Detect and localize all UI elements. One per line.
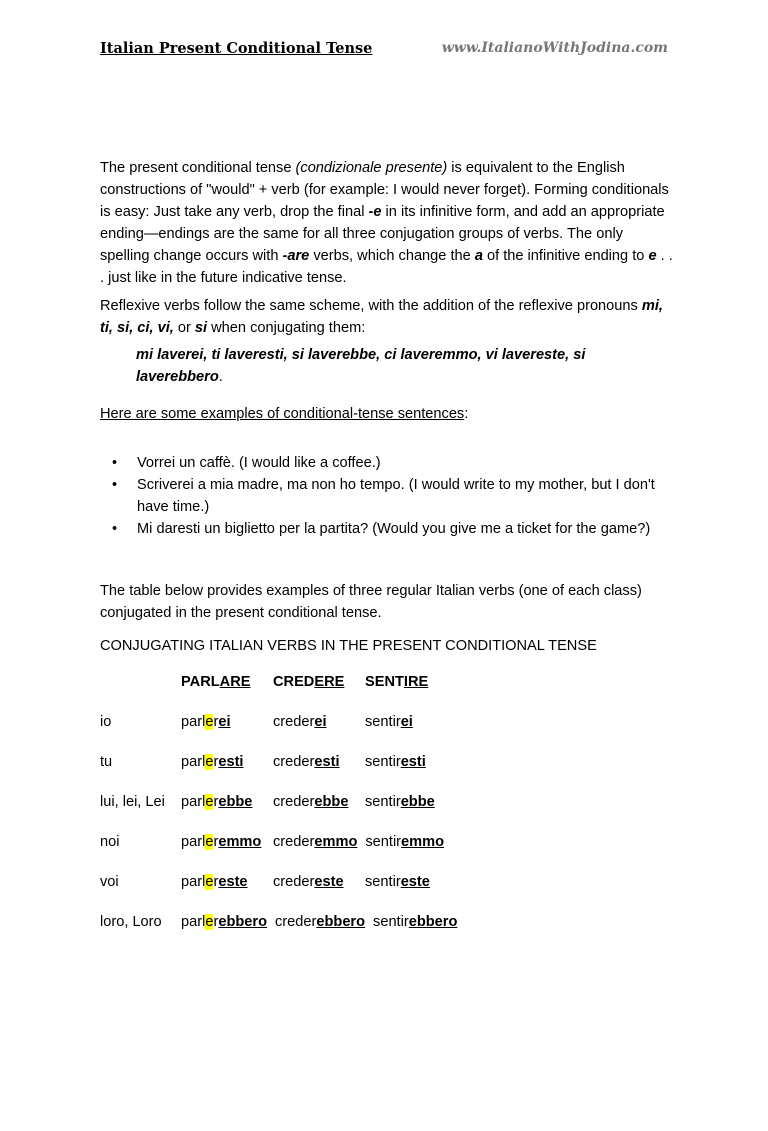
verb-ending: esti <box>218 754 244 770</box>
verb-stem: creder <box>275 914 317 930</box>
text: of the infinitive ending to <box>482 248 649 264</box>
verb-stem: creder <box>273 794 315 810</box>
column-header <box>273 671 365 693</box>
website-url: www.ItalianoWithJodina.com <box>441 40 668 56</box>
reflexive-paragraph <box>100 295 675 339</box>
pronoun-cell: io <box>100 714 112 730</box>
document-body <box>100 157 675 1131</box>
verb-ending: ei <box>400 714 413 730</box>
highlighted-vowel: e <box>205 754 214 770</box>
column-header <box>181 671 273 693</box>
verb-ending: este <box>218 874 248 890</box>
verb-stem: creder <box>273 754 315 770</box>
highlighted-vowel: e <box>205 874 214 890</box>
conjugation-cell <box>181 831 273 853</box>
verb-ending: este <box>314 874 344 890</box>
verb-ending: ei <box>218 714 231 730</box>
conjugation-cell <box>365 831 457 853</box>
verb-stem: r <box>213 914 219 930</box>
verb-ending: ebbe <box>314 794 349 810</box>
verb-stem: creder <box>273 874 315 890</box>
text: -e <box>368 204 382 220</box>
text: when conjugating them: <box>207 320 366 336</box>
verb-stem: parl <box>181 874 206 890</box>
table-row <box>100 911 675 933</box>
page-header <box>100 40 668 64</box>
conjugation-cell <box>373 911 465 933</box>
verb-stem: parl <box>181 794 206 810</box>
table-intro: The table below provides examples of three regular Italian verbs (one of each class) conjugated in the present conditional tense. <box>100 583 642 621</box>
verb-stem: r <box>213 714 219 730</box>
header-stem: PARL <box>181 674 220 690</box>
table-row <box>100 791 675 813</box>
pronoun-cell: lui, lei, Lei <box>100 794 165 810</box>
verb-ending: ebbe <box>400 794 435 810</box>
verb-stem: sentir <box>365 834 402 850</box>
highlighted-vowel: e <box>205 914 214 930</box>
verb-ending: ebbero <box>316 914 366 930</box>
conjugation-cell <box>365 791 457 813</box>
highlighted-vowel: e <box>205 834 214 850</box>
conjugation-cell <box>365 711 457 733</box>
table-row <box>100 751 675 773</box>
verb-ending: esti <box>400 754 426 770</box>
conjugation-cell <box>273 751 365 773</box>
text: si <box>194 320 208 336</box>
verb-stem: creder <box>273 834 315 850</box>
highlighted-vowel: e <box>205 714 214 730</box>
document-title: Italian Present Conditional Tense <box>100 40 373 57</box>
conjugation-cell <box>181 751 273 773</box>
verb-stem: sentir <box>365 794 401 810</box>
conjugation-cell <box>365 871 457 893</box>
text: -are <box>282 248 310 264</box>
verb-stem: creder <box>273 714 315 730</box>
pronoun-cell: loro, Loro <box>100 914 162 930</box>
verb-ending: emmo <box>314 834 358 850</box>
verb-stem: r <box>213 834 219 850</box>
verb-stem: sentir <box>365 714 401 730</box>
header-ending: IRE <box>403 674 429 690</box>
conjugation-cell <box>181 871 273 893</box>
verb-stem: parl <box>181 754 206 770</box>
conjugation-cell <box>181 791 273 813</box>
conjugation-cell <box>273 831 365 853</box>
text: mi laverei, ti laveresti, si laverebbe, ci laveremmo, vi lavereste, si laverebbero <box>136 347 586 385</box>
text: or <box>173 320 195 336</box>
verb-stem: sentir <box>365 754 401 770</box>
verb-stem: r <box>213 874 219 890</box>
text: e <box>648 248 657 264</box>
pronoun-cell: noi <box>100 834 120 850</box>
conjugation-cell <box>273 871 365 893</box>
examples-heading: Here are some examples of conditional-tense sentences: <box>100 406 469 422</box>
conjugation-table <box>100 671 675 933</box>
header-ending: ARE <box>219 674 251 690</box>
conjugation-cell <box>181 711 273 733</box>
table-row <box>100 831 675 853</box>
table-row <box>100 711 675 733</box>
list-item: • Scriverei a mia madre, ma non ho tempo. (I would write to my mother, but I don't have time.) <box>100 474 675 518</box>
verb-ending: ebbero <box>408 914 458 930</box>
pronoun-cell: tu <box>100 754 113 770</box>
text: is equivalent to the English constructions of "would" + verb (for example: I would never forget). Forming conditionals is easy: Just take any verb, drop the final <box>100 160 669 220</box>
verb-stem: parl <box>181 714 206 730</box>
verb-stem: parl <box>181 914 206 930</box>
list-item: • Vorrei un caffè. (I would like a coffee.) <box>100 452 675 474</box>
highlighted-vowel: e <box>205 794 214 810</box>
verb-ending: ebbe <box>218 794 253 810</box>
text: Here are some examples of conditional-tense sentences <box>100 406 465 422</box>
reflexive-example: mi laverei, ti laveresti, si laverebbe, ci laveremmo, vi lavereste, si laverebbero. <box>136 347 586 385</box>
table-title: CONJUGATING ITALIAN VERBS IN THE PRESENT CONDITIONAL TENSE <box>100 638 597 654</box>
verb-stem: r <box>213 754 219 770</box>
conjugation-cell <box>181 911 275 933</box>
verb-stem: r <box>213 794 219 810</box>
text: The present conditional tense <box>100 160 296 176</box>
conjugation-cell <box>273 791 365 813</box>
intro-paragraph <box>100 157 675 289</box>
example-list <box>100 452 675 540</box>
verb-stem: sentir <box>373 914 409 930</box>
verb-ending: emmo <box>218 834 262 850</box>
header-ending: ERE <box>314 674 345 690</box>
conjugation-cell <box>365 751 457 773</box>
conjugation-cell <box>275 911 373 933</box>
verb-ending: ei <box>314 714 327 730</box>
table-header-row <box>100 671 675 693</box>
pronoun-cell: voi <box>100 874 119 890</box>
text: . . . just like in the future indicative tense. <box>100 248 673 286</box>
column-header <box>365 671 457 693</box>
text: in its infinitive form, and add an appropriate ending—endings are the same for all three conjugation groups of verbs. The only spelling change occurs with <box>100 204 665 264</box>
text: a <box>474 248 483 264</box>
header-stem: SENT <box>365 674 404 690</box>
verb-ending: ebbero <box>218 914 267 930</box>
verb-ending: emmo <box>401 834 445 850</box>
text: verbs, which change the <box>309 248 475 264</box>
verb-stem: sentir <box>365 874 401 890</box>
conjugation-cell <box>273 711 365 733</box>
verb-ending: esti <box>314 754 340 770</box>
table-row <box>100 871 675 893</box>
text: (condizionale presente) <box>295 160 448 176</box>
list-item: • Mi daresti un biglietto per la partita? (Would you give me a ticket for the game?) <box>100 518 675 540</box>
verb-stem: parl <box>181 834 206 850</box>
header-stem: CRED <box>273 674 315 690</box>
text: Reflexive verbs follow the same scheme, with the addition of the reflexive pronouns <box>100 298 642 314</box>
verb-ending: este <box>400 874 430 890</box>
text: mi, ti, si, ci, vi, <box>100 298 663 336</box>
